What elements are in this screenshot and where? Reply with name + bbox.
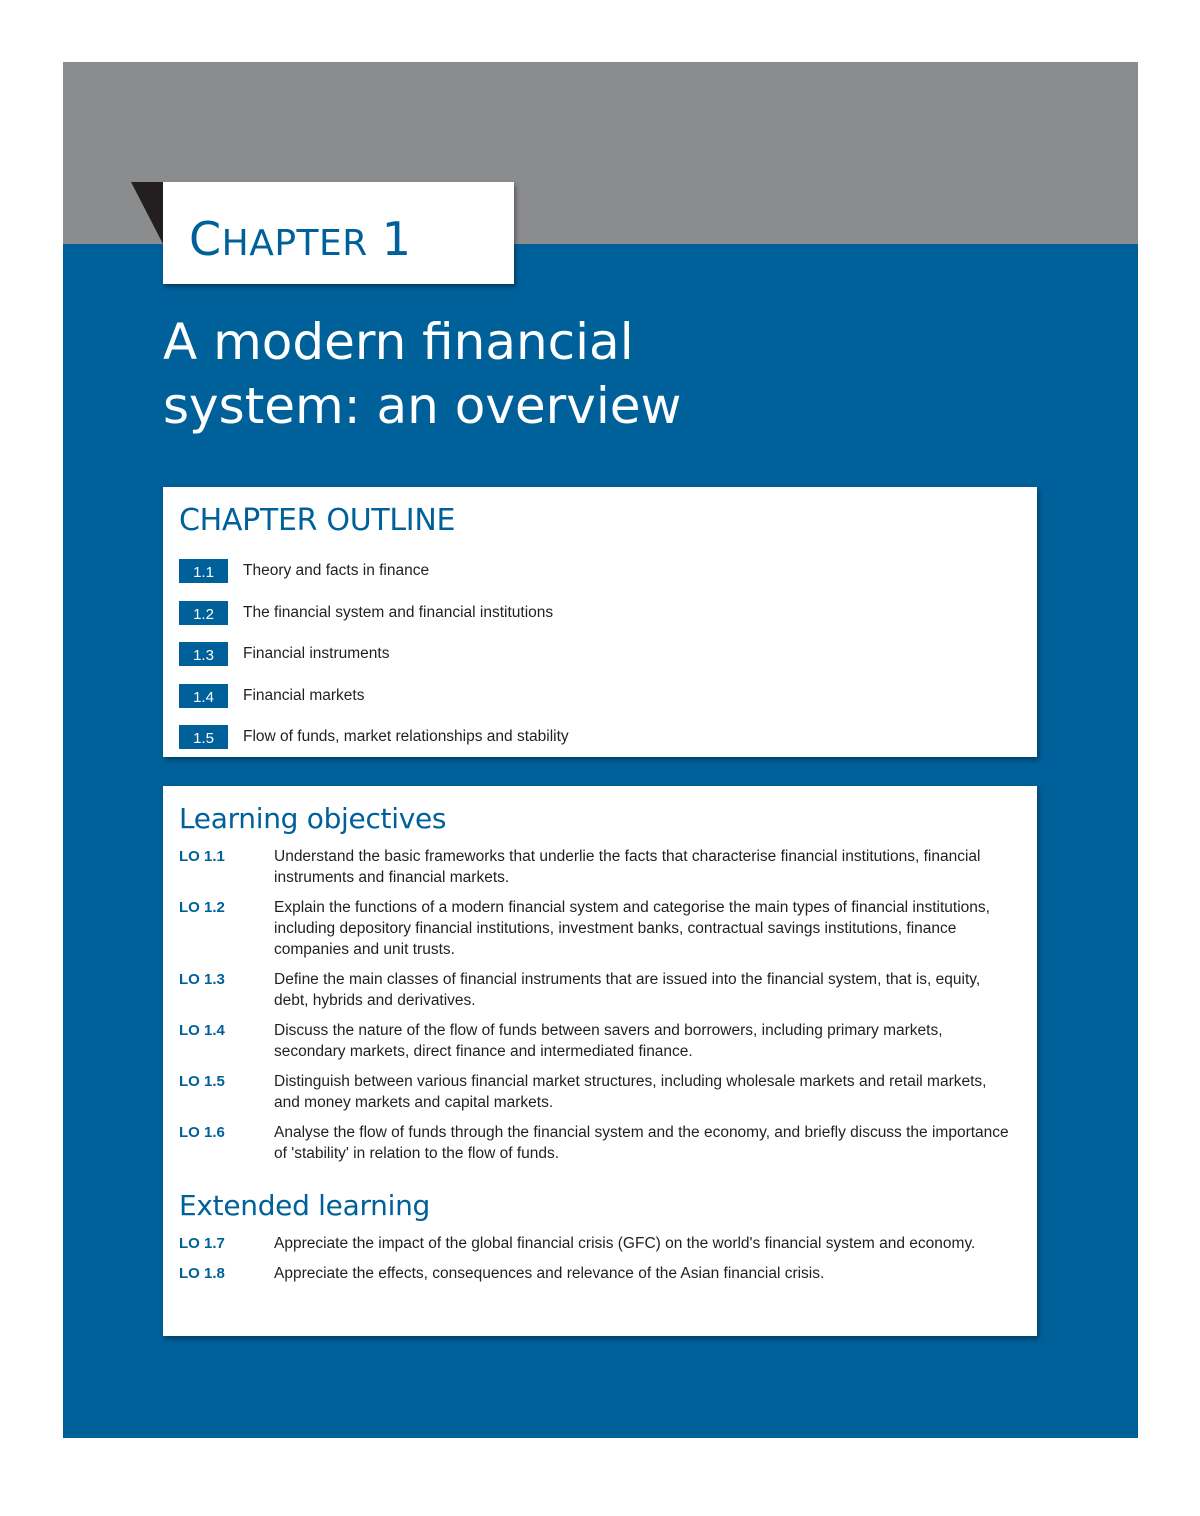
learning-objective-row [179, 1020, 1021, 1062]
lo-code: LO 1.6 [179, 1124, 225, 1141]
learning-objectives-list [179, 846, 1021, 1164]
outline-number-badge: 1.2 [179, 601, 228, 625]
extended-learning-heading: Extended learning [179, 1189, 431, 1222]
lo-code: LO 1.5 [179, 1073, 225, 1090]
outline-number-badge: 1.4 [179, 684, 228, 708]
lo-text: Understand the basic frameworks that underlie the facts that characterise financial institutions, financial instruments and financial markets. [274, 848, 981, 886]
extended-learning-row [179, 1263, 1021, 1284]
outline-item [179, 642, 1021, 666]
lo-text: Analyse the flow of funds through the financial system and the economy, and briefly discuss the importance of 'stability' in relation to the flow of funds. [274, 1124, 1009, 1162]
outline-item [179, 684, 1021, 708]
lo-text: Distinguish between various financial market structures, including wholesale markets and retail markets, and money markets and capital markets. [274, 1073, 987, 1111]
tab-fold-shadow [131, 182, 163, 244]
lo-text: Appreciate the effects, consequences and relevance of the Asian financial crisis. [274, 1265, 825, 1282]
outline-item-text: Financial markets [243, 686, 365, 704]
learning-objective-row [179, 897, 1021, 960]
lo-code: LO 1.1 [179, 848, 225, 865]
chapter-label-initial: C [189, 212, 222, 266]
learning-objective-row [179, 1122, 1021, 1164]
outline-item-text: Flow of funds, market relationships and stability [243, 728, 569, 745]
page-frame [63, 62, 1138, 1438]
chapter-label-tab [163, 182, 514, 284]
learning-objective-row [179, 846, 1021, 888]
lo-code: LO 1.3 [179, 971, 225, 988]
chapter-label-rest: HAPTER [221, 223, 368, 264]
lo-text: Discuss the nature of the flow of funds between savers and borrowers, including primary markets, secondary markets, direct finance and intermediated finance. [274, 1022, 943, 1060]
lo-text: Explain the functions of a modern financial system and categorise the main types of financial institutions, including depository financial institutions, investment banks, contractual savings institutions, finance companies and unit trusts. [274, 899, 990, 958]
chapter-outline-box [163, 487, 1037, 757]
lo-code: LO 1.7 [179, 1235, 225, 1252]
outline-item-text: The financial system and financial institutions [243, 603, 554, 621]
outline-number-badge: 1.5 [179, 725, 228, 749]
outline-item [179, 725, 1021, 749]
outline-item-text: Financial instruments [243, 645, 390, 662]
chapter-outline-list [179, 559, 1021, 749]
lo-text: Appreciate the impact of the global financial crisis (GFC) on the world's financial system and economy. [274, 1235, 976, 1252]
learning-objectives-box [163, 786, 1037, 1336]
outline-item [179, 559, 1021, 583]
lo-text: Define the main classes of financial instruments that are issued into the financial system, that is, equity, debt, hybrids and derivatives. [274, 971, 981, 1009]
learning-objectives-heading: Learning objectives [179, 802, 447, 835]
extended-learning-row [179, 1233, 1021, 1254]
lo-code: LO 1.8 [179, 1265, 225, 1282]
learning-objective-row [179, 969, 1021, 1011]
outline-number-badge: 1.1 [179, 559, 228, 583]
chapter-title-line-2: system: an overview [163, 377, 682, 435]
outline-number-badge: 1.3 [179, 642, 228, 666]
lo-code: LO 1.4 [179, 1022, 225, 1039]
chapter-outline-heading: CHAPTER OUTLINE [179, 503, 456, 538]
chapter-title [163, 310, 963, 438]
outline-item-text: Theory and facts in finance [243, 562, 430, 579]
extended-learning-list [179, 1233, 1021, 1284]
chapter-number: 1 [381, 212, 412, 266]
chapter-title-line-1: A modern financial [163, 313, 634, 371]
learning-objective-row [179, 1071, 1021, 1113]
lo-code: LO 1.2 [179, 899, 225, 916]
outline-item [179, 601, 1021, 625]
